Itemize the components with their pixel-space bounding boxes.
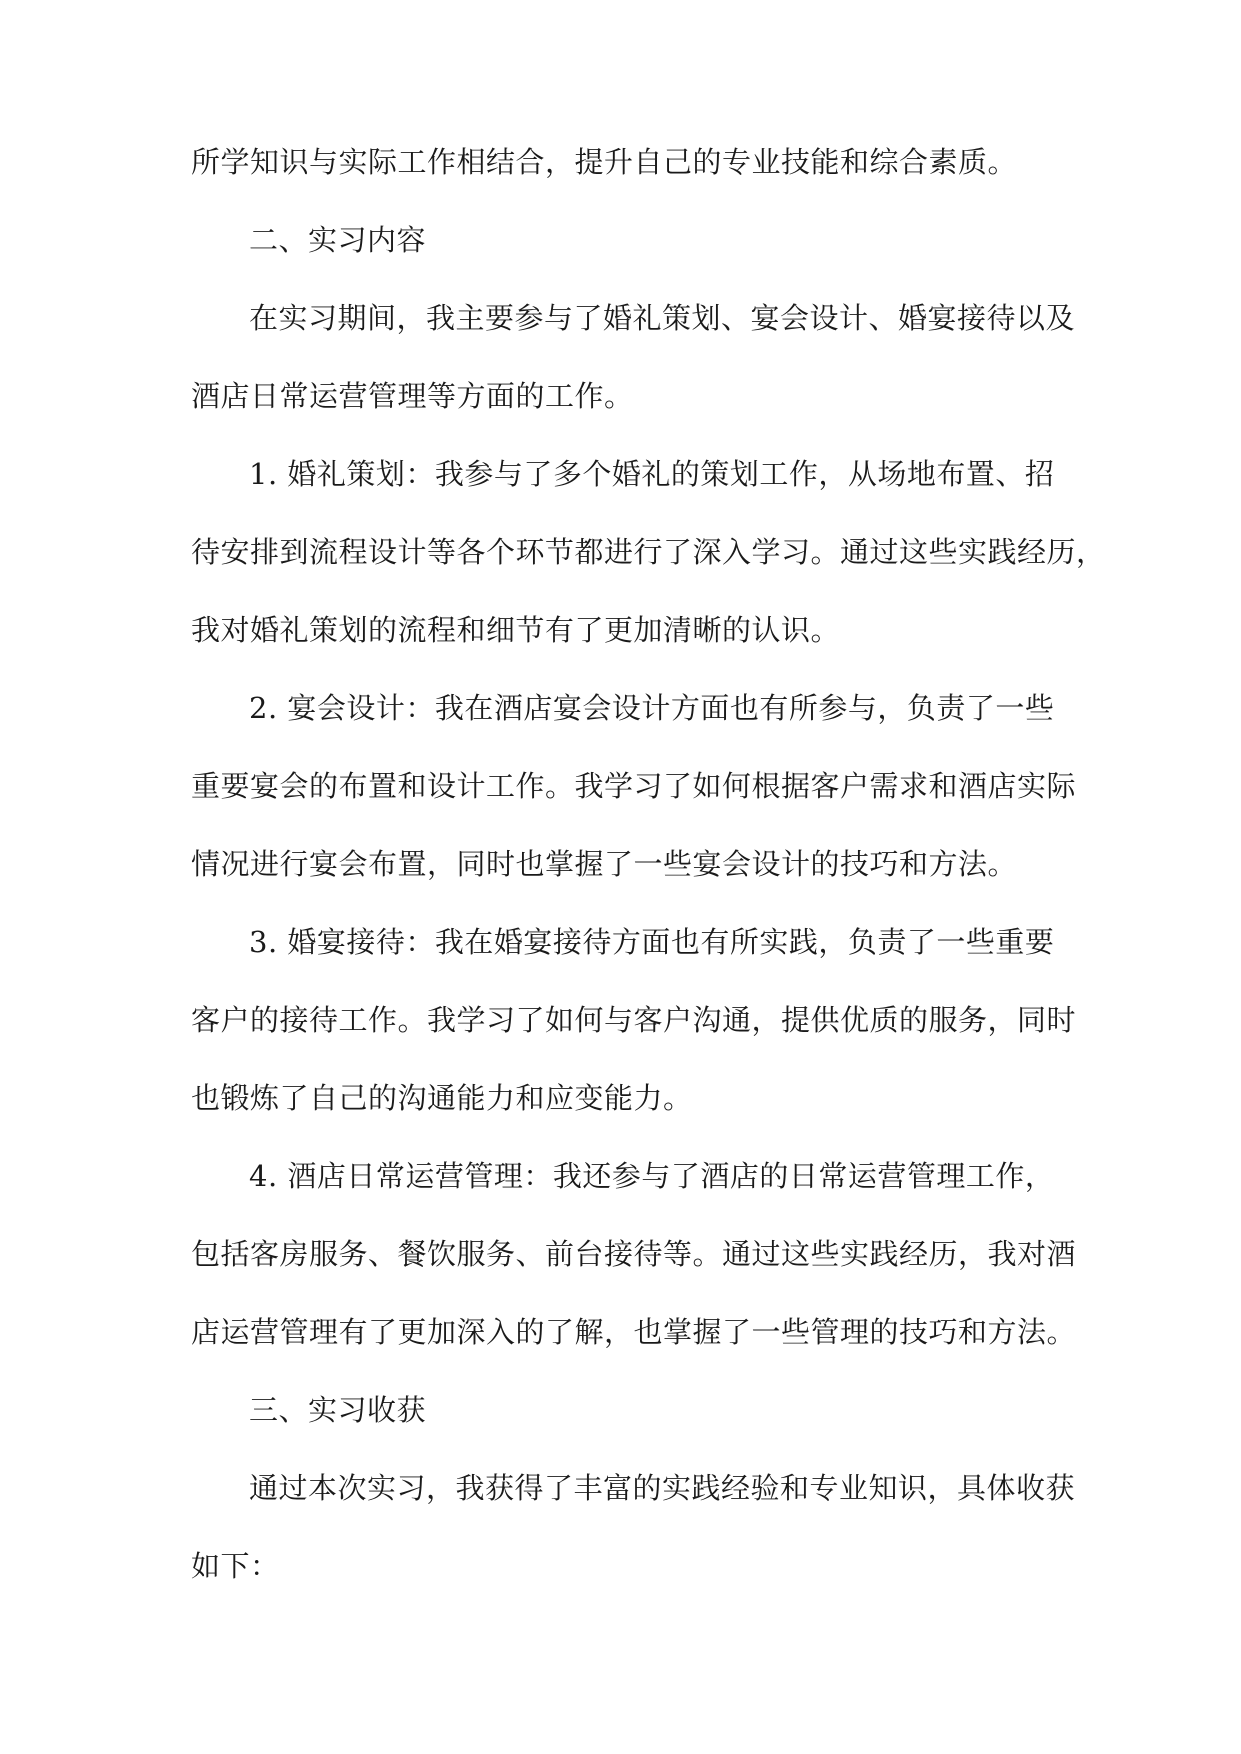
section-heading: 二、实习内容 bbox=[249, 223, 427, 257]
list-item-line: 2. 宴会设计：我在酒店宴会设计方面也有所参与，负责了一些 bbox=[249, 691, 1055, 725]
list-item-line: 3. 婚宴接待：我在婚宴接待方面也有所实践，负责了一些重要 bbox=[249, 925, 1055, 959]
section-heading: 三、实习收获 bbox=[249, 1393, 427, 1427]
paragraph-line: 也锻炼了自己的沟通能力和应变能力。 bbox=[191, 1081, 693, 1115]
paragraph-line: 待安排到流程设计等各个环节都进行了深入学习。通过这些实践经历， bbox=[191, 535, 1106, 569]
paragraph-line: 包括客房服务、餐饮服务、前台接待等。通过这些实践经历，我对酒 bbox=[191, 1237, 1077, 1271]
list-item-line: 4. 酒店日常运营管理：我还参与了酒店的日常运营管理工作， bbox=[249, 1159, 1055, 1193]
list-item-line: 1. 婚礼策划：我参与了多个婚礼的策划工作，从场地布置、招 bbox=[249, 457, 1055, 491]
document-page bbox=[191, 142, 1106, 1624]
paragraph-line: 店运营管理有了更加深入的了解，也掌握了一些管理的技巧和方法。 bbox=[191, 1315, 1077, 1349]
paragraph-line: 客户的接待工作。我学习了如何与客户沟通，提供优质的服务，同时 bbox=[191, 1003, 1077, 1037]
paragraph-line: 酒店日常运营管理等方面的工作。 bbox=[191, 379, 634, 413]
paragraph-line: 通过本次实习，我获得了丰富的实践经验和专业知识，具体收获 bbox=[249, 1471, 1076, 1505]
paragraph-line: 情况进行宴会布置，同时也掌握了一些宴会设计的技巧和方法。 bbox=[191, 847, 1018, 881]
paragraph-line: 所学知识与实际工作相结合，提升自己的专业技能和综合素质。 bbox=[191, 145, 1018, 179]
paragraph-line: 在实习期间，我主要参与了婚礼策划、宴会设计、婚宴接待以及 bbox=[249, 301, 1076, 335]
paragraph-line: 重要宴会的布置和设计工作。我学习了如何根据客户需求和酒店实际 bbox=[191, 769, 1077, 803]
paragraph-line: 我对婚礼策划的流程和细节有了更加清晰的认识。 bbox=[191, 613, 841, 647]
paragraph-line: 如下： bbox=[191, 1549, 280, 1583]
